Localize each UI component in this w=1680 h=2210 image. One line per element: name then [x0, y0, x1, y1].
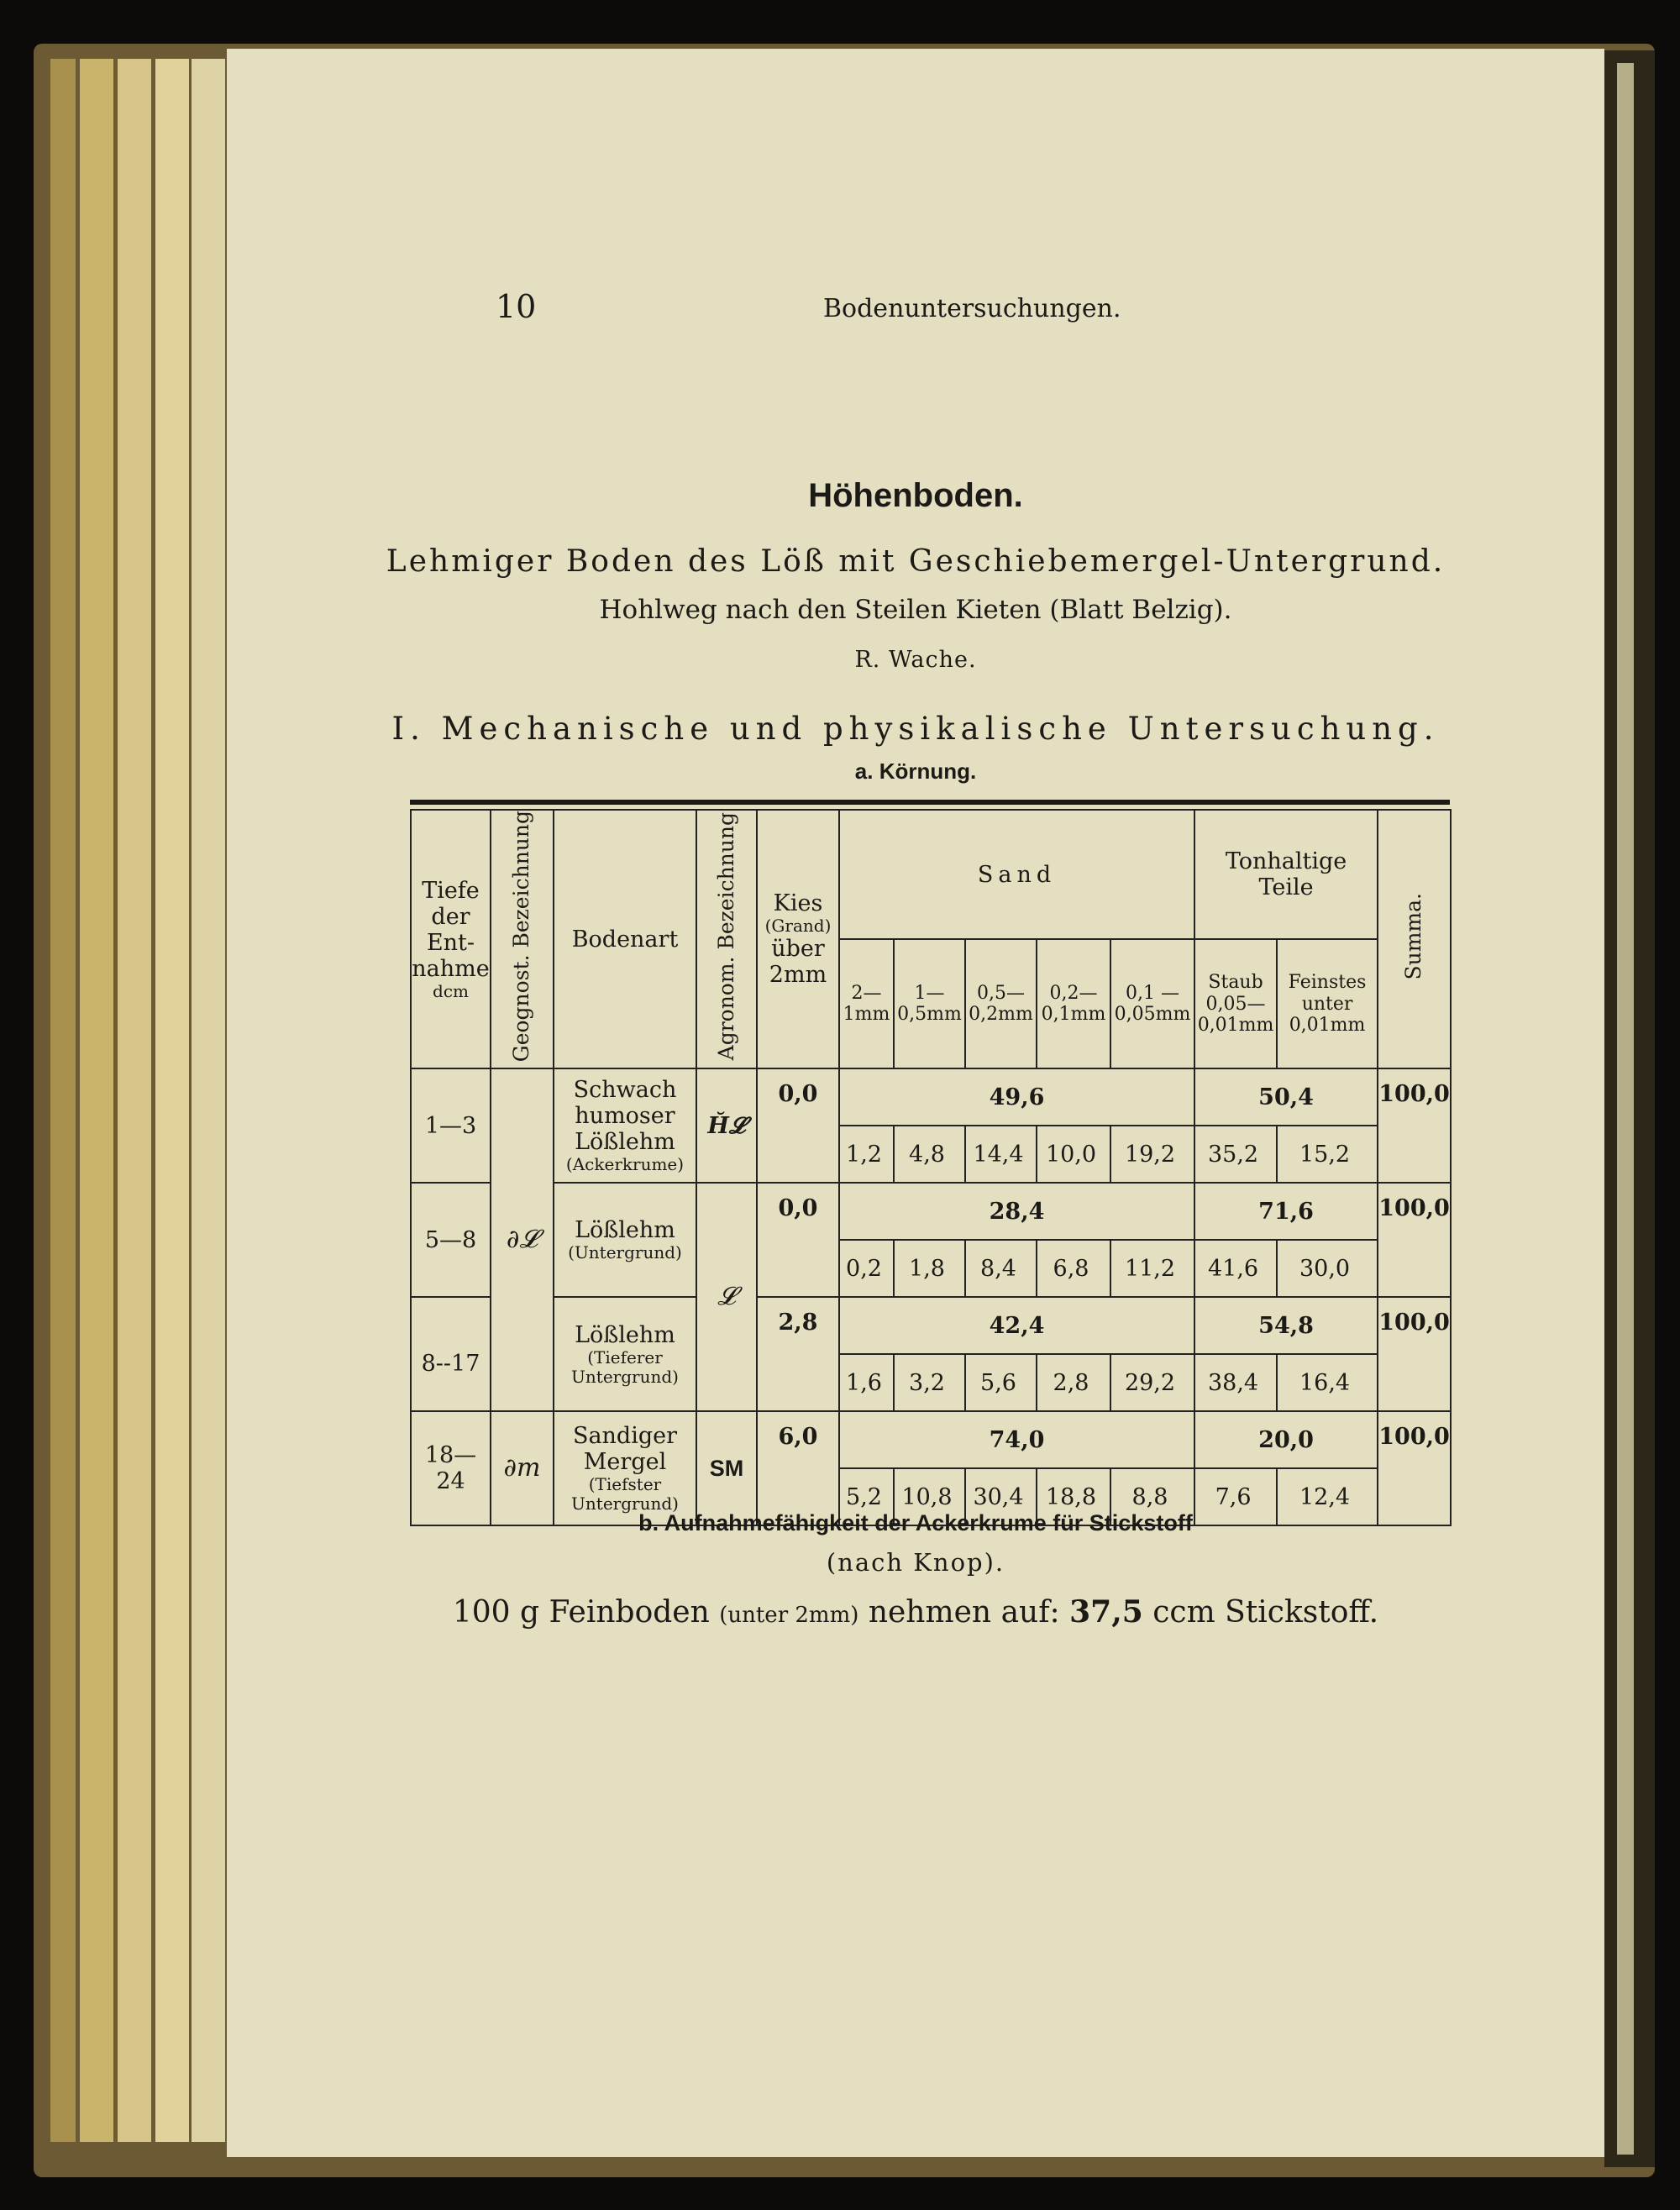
depth-cell: 5—8: [411, 1183, 491, 1297]
agronom-cell: 𝓛: [696, 1183, 757, 1411]
sand-value-cell: 6,8: [1037, 1240, 1110, 1297]
summa-cell: 100,0: [1378, 1183, 1451, 1297]
section-b-result: 100 g Feinboden (unter 2mm) nehmen auf: 37,5 ccm Stickstoff.: [452, 1594, 1379, 1630]
sand-value-cell: 2,8: [1037, 1354, 1110, 1411]
sand-fraction-header: 0,5— 0,2mm: [965, 939, 1037, 1068]
depth-cell: 1—3: [411, 1068, 491, 1183]
table-header-row: [411, 810, 1451, 939]
sand-value-cell: 1,2: [839, 1126, 894, 1183]
table-row: [411, 1183, 1451, 1240]
kies-cell: 0,0: [757, 1068, 839, 1183]
sand-value-cell: 5,6: [965, 1354, 1037, 1411]
table-top-rule: [410, 800, 1450, 805]
depth-header: Tiefe der Ent- nahme dcm: [411, 810, 491, 1068]
ton-value-cell: 15,2: [1277, 1126, 1378, 1183]
ton-fraction-header: Feinstes unter 0,01mm: [1277, 939, 1378, 1068]
page-edges: [118, 59, 151, 2142]
author-line: R. Wache.: [854, 647, 977, 673]
table-row: [411, 1411, 1451, 1468]
sand-total-cell: 74,0: [839, 1411, 1194, 1468]
sand-value-cell: 0,2: [839, 1240, 894, 1297]
ton-total-cell: 50,4: [1194, 1068, 1378, 1126]
sand-value-cell: 14,4: [965, 1126, 1037, 1183]
summa-cell: 100,0: [1378, 1411, 1451, 1525]
sand-value-cell: 5,2: [839, 1468, 894, 1525]
ton-value-cell: 7,6: [1194, 1468, 1277, 1525]
agronom-header: Agronom. Bezeichnung: [696, 810, 757, 1068]
table-row: [411, 1068, 1451, 1126]
sand-value-cell: 30,4: [965, 1468, 1037, 1525]
bodenart-cell: Sandiger Mergel (Tiefster Untergrund): [554, 1411, 696, 1525]
sand-fraction-header: 0,1 — 0,05mm: [1110, 939, 1194, 1068]
kies-header: Kies (Grand) über 2mm: [757, 810, 839, 1068]
depth-cell: 18—24: [411, 1411, 491, 1525]
sand-value-cell: 1,8: [894, 1240, 965, 1297]
agronom-cell: H̆𝓛: [696, 1068, 757, 1183]
sand-value-cell: 18,8: [1037, 1468, 1110, 1525]
table-row: [411, 1297, 1451, 1354]
depth-cell: 8--17: [411, 1297, 491, 1411]
geognost-cell: ∂m: [491, 1411, 554, 1525]
agronom-cell: SM: [696, 1411, 757, 1525]
sand-value-cell: 10,8: [894, 1468, 965, 1525]
sand-fraction-header: 0,2— 0,1mm: [1037, 939, 1110, 1068]
ton-value-cell: 35,2: [1194, 1126, 1277, 1183]
sand-fraction-header: 1— 0,5mm: [894, 939, 965, 1068]
sand-value-cell: 8,4: [965, 1240, 1037, 1297]
bodenart-cell: Schwach humoser Lößlehm (Ackerkrume): [554, 1068, 696, 1183]
ton-value-cell: 12,4: [1277, 1468, 1378, 1525]
summa-header: Summa.: [1378, 810, 1451, 1068]
summa-cell: 100,0: [1378, 1297, 1451, 1411]
ton-total-cell: 71,6: [1194, 1183, 1378, 1240]
section-b-subtitle: (nach Knop).: [826, 1548, 1005, 1577]
section-b-title: b. Aufnahmefähigkeit der Ackerkrume für Stickstoff: [638, 1510, 1193, 1535]
sand-value-cell: 19,2: [1110, 1126, 1194, 1183]
ton-total-cell: 20,0: [1194, 1411, 1378, 1468]
ton-header: Tonhaltige Teile: [1194, 810, 1378, 939]
bodenart-cell: Lößlehm (Tieferer Untergrund): [554, 1297, 696, 1411]
sand-value-cell: 3,2: [894, 1354, 965, 1411]
location-line: Hohlweg nach den Steilen Kieten (Blatt Belzig).: [599, 595, 1232, 625]
sand-value-cell: 11,2: [1110, 1240, 1194, 1297]
kies-cell: 6,0: [757, 1411, 839, 1525]
soil-type-heading: Lehmiger Boden des Löß mit Geschiebemergel-Untergrund.: [386, 544, 1446, 579]
ton-value-cell: 41,6: [1194, 1240, 1277, 1297]
book-page: [227, 49, 1604, 2157]
ton-value-cell: 16,4: [1277, 1354, 1378, 1411]
ton-value-cell: 38,4: [1194, 1354, 1277, 1411]
sand-value-cell: 4,8: [894, 1126, 965, 1183]
table-a-title: a. Körnung.: [854, 759, 977, 784]
sand-value-cell: 1,6: [839, 1354, 894, 1411]
bodenart-header: Bodenart: [554, 810, 696, 1068]
running-title: Bodenuntersuchungen.: [823, 294, 1121, 323]
geognost-cell: ∂𝓛: [491, 1068, 554, 1411]
page-edges: [192, 59, 225, 2142]
summa-cell: 100,0: [1378, 1068, 1451, 1183]
sand-value-cell: 8,8: [1110, 1468, 1194, 1525]
sand-value-cell: 29,2: [1110, 1354, 1194, 1411]
page-edges: [155, 59, 189, 2142]
kies-cell: 0,0: [757, 1183, 839, 1297]
geognost-header: Geognost. Bezeichnung: [491, 810, 554, 1068]
page-number: 10: [496, 288, 537, 325]
sand-total-cell: 28,4: [839, 1183, 1194, 1240]
part-title: I. Mechanische und physikalische Untersuchung.: [391, 711, 1440, 747]
ton-fraction-header: Staub 0,05— 0,01mm: [1194, 939, 1277, 1068]
page-edges: [80, 59, 113, 2142]
facing-page-edge: [1617, 63, 1634, 2155]
bodenart-cell: Lößlehm (Untergrund): [554, 1183, 696, 1297]
ton-value-cell: 30,0: [1277, 1240, 1378, 1297]
kies-cell: 2,8: [757, 1297, 839, 1411]
page-edges: [50, 59, 76, 2142]
sand-fraction-header: 2— 1mm: [839, 939, 894, 1068]
grain-size-table: [410, 809, 1452, 1526]
sand-total-cell: 49,6: [839, 1068, 1194, 1126]
section-title: Höhenboden.: [808, 477, 1023, 514]
sand-total-cell: 42,4: [839, 1297, 1194, 1354]
ton-total-cell: 54,8: [1194, 1297, 1378, 1354]
sand-header: Sand: [839, 810, 1194, 939]
sand-value-cell: 10,0: [1037, 1126, 1110, 1183]
